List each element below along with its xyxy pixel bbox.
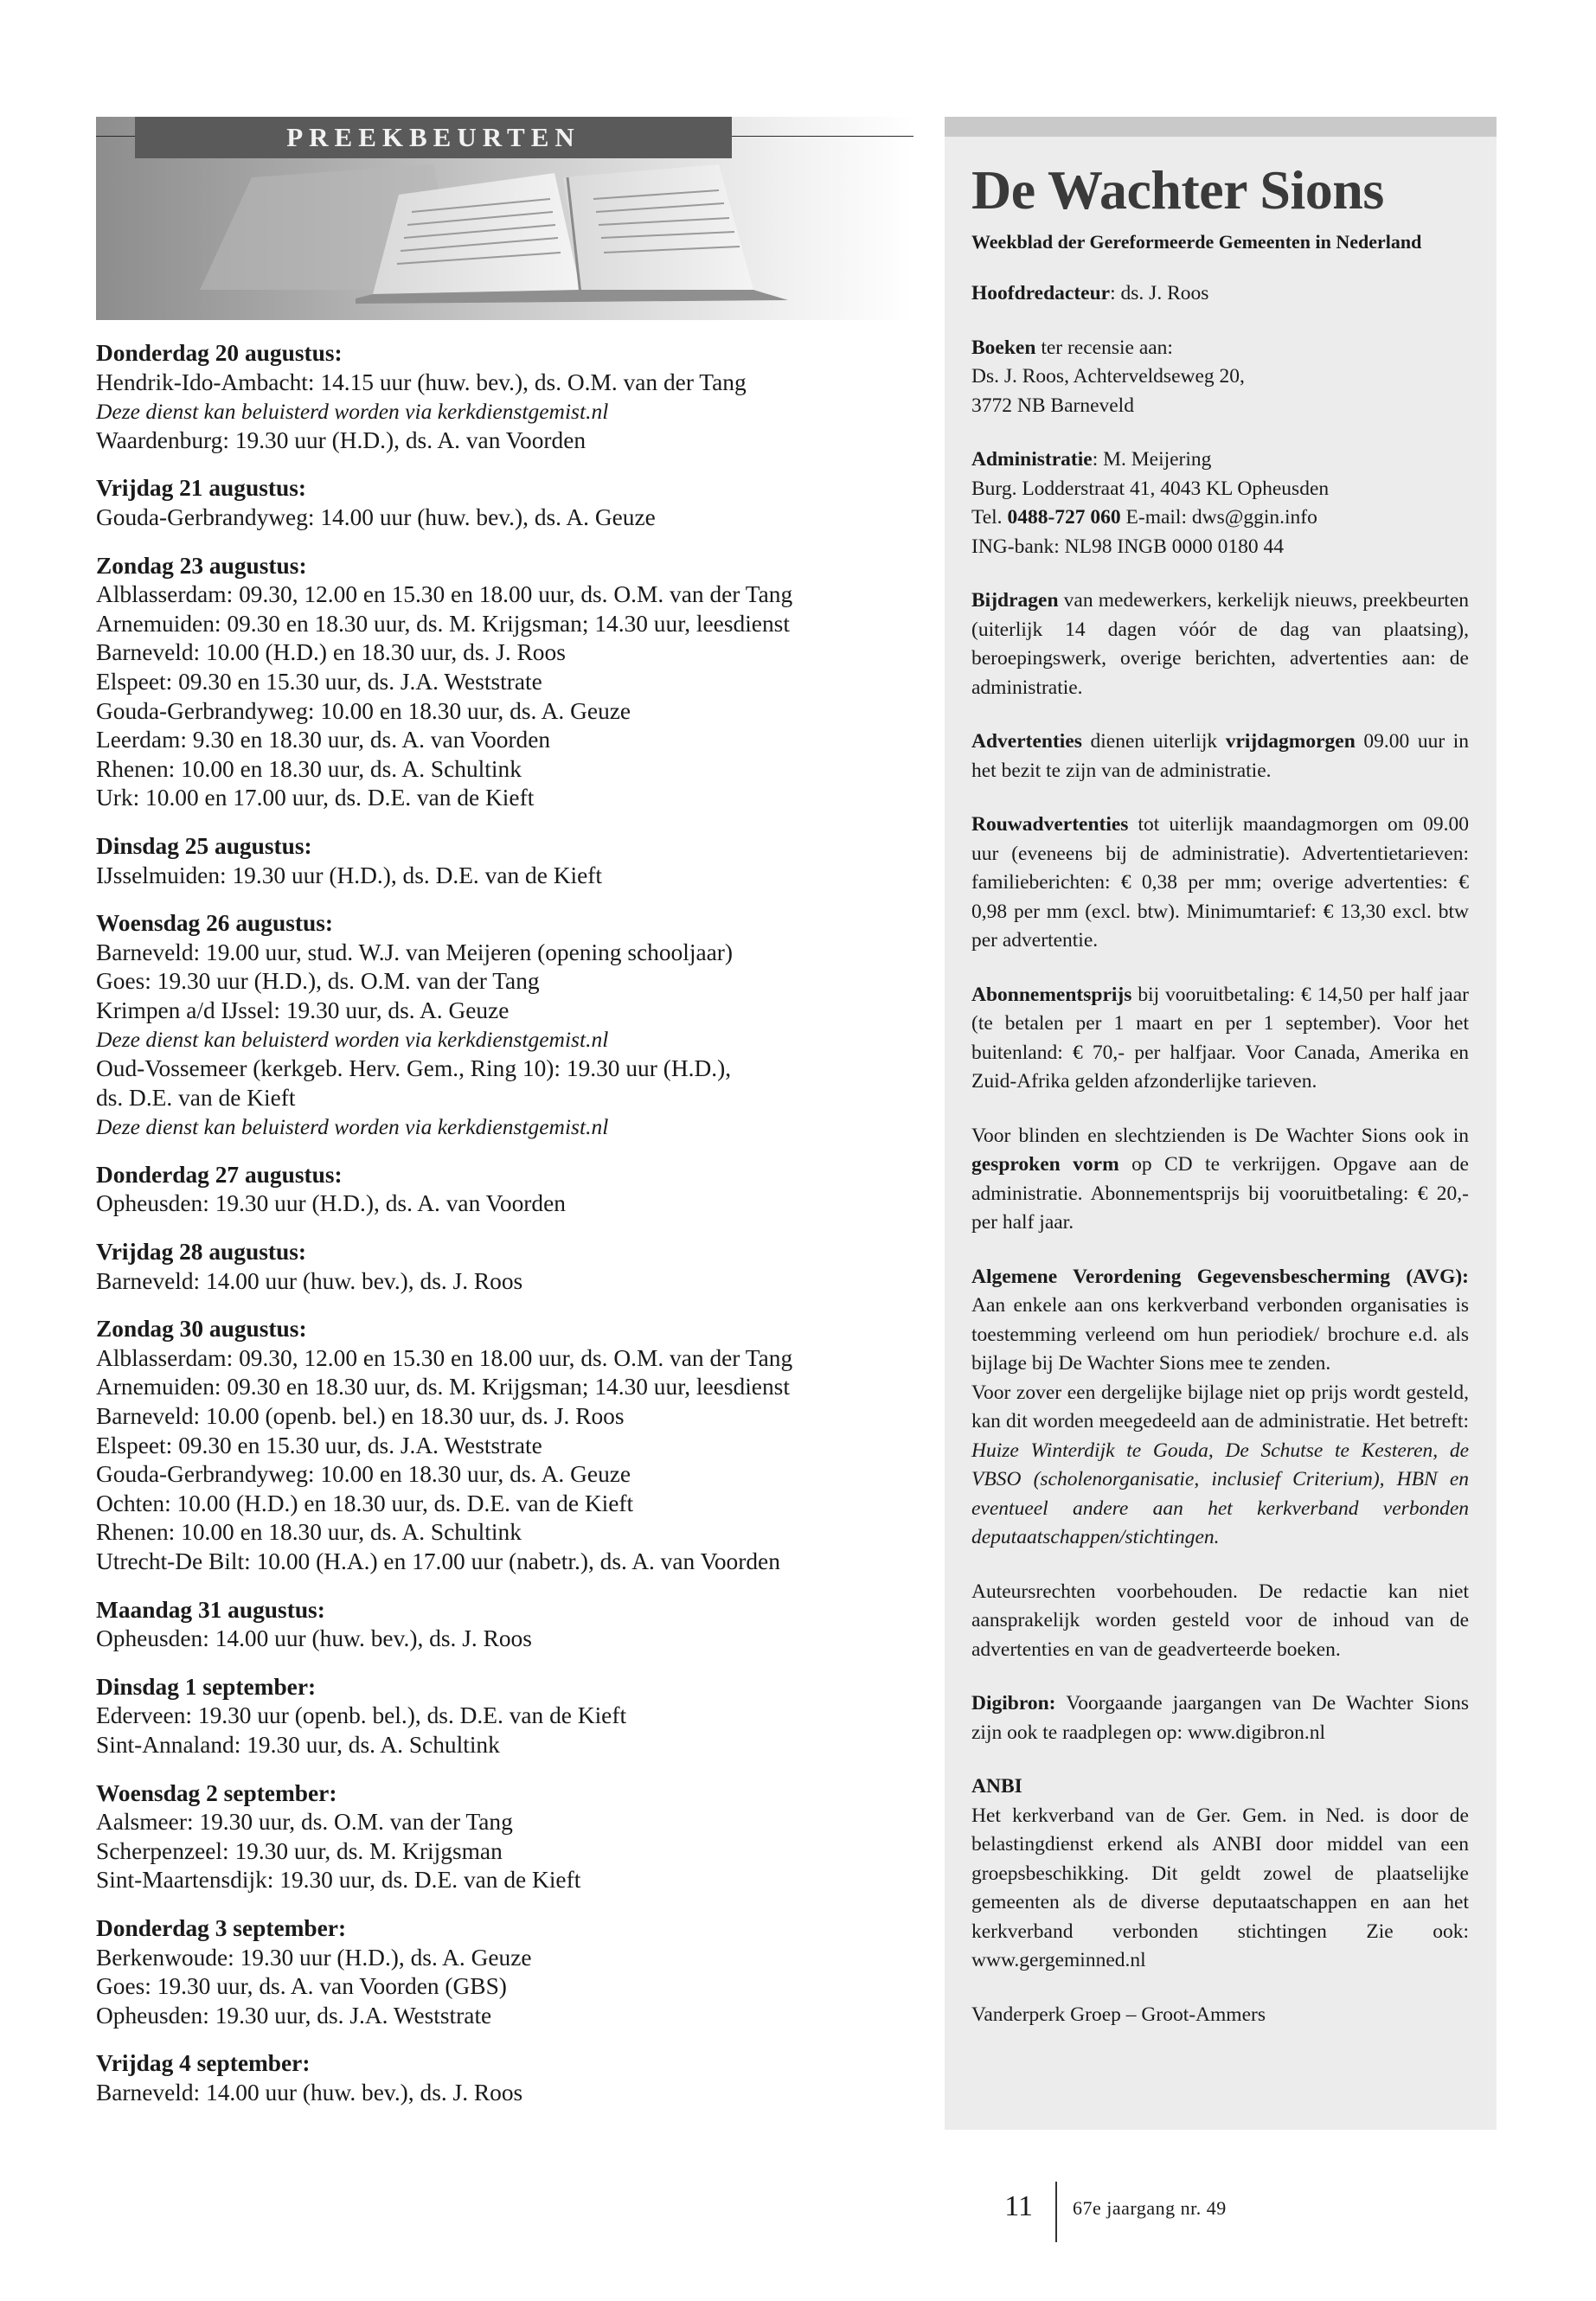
books-address-line: Ds. J. Roos, Achterveldseweg 20, [971,365,1245,388]
magazine-title: De Wachter Sions [971,159,1384,221]
service-entry: Aalsmeer: 19.30 uur, ds. O.M. van der Tang [96,1809,513,1836]
day-title: Vrijdag 4 september: [96,2050,311,2077]
administration-label: Administratie [971,448,1093,471]
avg-organisations: Huize Winterdijk te Gouda, De Schutse te Kesteren, de VBSO (scholenorganisatie, inclusief Criterium), HBN en eventueel andere aan het kerkverband verbonden deputaatschappen/stichtingen. [971,1439,1469,1548]
schedule-day [96,1779,913,1895]
ads-label: Advertenties [971,730,1082,753]
schedule-day [96,832,913,890]
avg-label: Algemene Verordening Gegevensbescherming (AVG): [971,1265,1469,1288]
books-text: ter recensie aan: [1035,336,1173,359]
anbi-label: ANBI [971,1775,1022,1798]
service-entry: Berkenwoude: 19.30 uur (H.D.), ds. A. Geuze [96,1944,532,1971]
service-entry: Krimpen a/d IJssel: 19.30 uur, ds. A. Geuze [96,997,510,1023]
day-title: Vrijdag 28 augustus: [96,1239,306,1266]
schedule-day [96,1161,913,1219]
service-entry: Goes: 19.30 uur (H.D.), ds. O.M. van der Tang [96,968,540,995]
schedule-column [96,117,913,2126]
service-entry: Alblasserdam: 09.30, 12.00 en 15.30 en 18.00 uur, ds. O.M. van der Tang [96,581,793,608]
service-entry: Waardenburg: 19.30 uur (H.D.), ds. A. van Voorden [96,426,586,453]
day-title: Donderdag 3 september: [96,1914,347,1941]
service-entry: Arnemuiden: 09.30 en 18.30 uur, ds. M. Krijgsman; 14.30 uur, leesdienst [96,1374,790,1400]
schedule-day [96,1914,913,2030]
contributions-block [971,586,1469,702]
service-entry: Urk: 10.00 en 17.00 uur, ds. D.E. van de Kieft [96,785,535,811]
page-footer [0,2190,1596,2251]
avg-text-1: Aan enkele aan ons kerkverband verbonden organisaties is toestemming verleend om hun periodiek/ brochure e.d. als bijlage bij De Wachter Sions mee te zenden. [971,1294,1469,1375]
blind-block [971,1122,1469,1238]
service-entry: Ederveen: 19.30 uur (openb. bel.), ds. D.E. van de Kieft [96,1702,627,1729]
avg-text-2: Voor zover een dergelijke bijlage niet op prijs wordt gesteld, kan dit worden meegedeeld aan de administratie. Het betreft: [971,1381,1469,1433]
day-title: Zondag 23 augustus: [96,552,307,579]
books-label: Boeken [971,336,1036,359]
blind-text-1: Voor blinden en slechtzienden is De Wachter Sions ook in [971,1124,1469,1147]
digibron-label: Digibron: [971,1692,1056,1715]
service-entry: Alblasserdam: 09.30, 12.00 en 15.30 en 18.00 uur, ds. O.M. van der Tang [96,1344,793,1371]
service-entry: Rhenen: 10.00 en 18.30 uur, ds. A. Schultink [96,755,522,782]
service-entry: Opheusden: 19.30 uur, ds. J.A. Weststrate [96,2002,492,2029]
colophon-panel [945,117,1497,2130]
bank-account: ING-bank: NL98 INGB 0000 0180 44 [971,535,1284,558]
section-title-box [135,117,732,158]
blind-text-2: op CD te verkrijgen. Opgave aan de administratie. Abonnementsprijs bij vooruitbetaling: € 20,- per half jaar. [971,1153,1469,1234]
schedule-day [96,909,913,1142]
copyright-block: Auteursrechten voorbehouden. De redactie kan niet aansprakelijk worden gesteld voor de inhoud van de advertenties en van de geadverteerde boeken. [971,1580,1469,1661]
page-number: 11 [1004,2190,1033,2222]
schedule-day [96,1315,913,1576]
section-title: PREEKBEURTEN [286,122,580,152]
service-schedule [96,339,913,2107]
editor-value: : ds. J. Roos [1110,282,1209,304]
service-entry: Barneveld: 10.00 (H.D.) en 18.30 uur, ds. J. Roos [96,639,566,666]
contributions-text: van medewerkers, kerkelijk nieuws, preekbeurten (uiterlijk 14 dagen vóór de dag van plaatsing), beroepingswerk, overige berichten, advertenties aan: de administratie. [971,589,1469,699]
broadcast-note: Deze dienst kan beluisterd worden via kerkdienstgemist.nl [96,399,609,425]
digibron-block [971,1689,1469,1747]
avg-block [971,1263,1469,1553]
footer-divider [1055,2182,1057,2242]
schedule-day [96,474,913,532]
service-entry: Gouda-Gerbrandyweg: 14.00 uur (huw. bev.), ds. A. Geuze [96,503,656,530]
colophon-top-bar [945,117,1497,137]
schedule-day [96,1596,913,1654]
service-entry: Sint-Annaland: 19.30 uur, ds. A. Schultink [96,1731,500,1758]
mourning-ads-block [971,811,1469,956]
service-entry: Rhenen: 10.00 en 18.30 uur, ds. A. Schultink [96,1519,522,1546]
service-entry: Gouda-Gerbrandyweg: 10.00 en 18.30 uur, ds. A. Geuze [96,1461,631,1488]
anbi-block [971,1772,1469,1976]
day-title: Woensdag 26 augustus: [96,910,333,937]
books-block [971,334,1469,421]
administration-block [971,445,1469,561]
service-entry: Barneveld: 19.00 uur, stud. W.J. van Meijeren (opening schooljaar) [96,939,734,965]
schedule-day [96,1673,913,1760]
email-text: E-mail: dws@ggin.info [1120,506,1317,529]
tel-number: 0488-727 060 [1007,506,1121,529]
tel-prefix: Tel. [971,506,1008,529]
printer-block: Vanderperk Groep – Groot-Ammers [971,2003,1266,2026]
spoken-form: gesproken vorm [971,1153,1119,1176]
digibron-text: Voorgaande jaargangen van De Wachter Sions zijn ook te raadplegen op: www.digibron.nl [971,1692,1469,1744]
ads-block [971,727,1469,785]
schedule-day [96,339,913,455]
editor-in-chief [971,279,1469,309]
mourning-label: Rouwadvertenties [971,813,1129,836]
service-entry: Sint-Maartensdijk: 19.30 uur, ds. D.E. van de Kieft [96,1867,581,1894]
ads-text-2: 09.00 uur in het bezit te zijn van de administratie. [971,730,1470,782]
service-entry: Opheusden: 19.30 uur (H.D.), ds. A. van Voorden [96,1190,566,1217]
administration-address: Burg. Lodderstraat 41, 4043 KL Opheusden [971,477,1330,500]
contributions-label: Bijdragen [971,589,1059,612]
day-title: Vrijdag 21 augustus: [96,475,306,502]
broadcast-note: Deze dienst kan beluisterd worden via kerkdienstgemist.nl [96,1027,609,1053]
editor-label: Hoofdredacteur [971,282,1111,304]
day-title: Dinsdag 25 augustus: [96,832,312,859]
day-title: Maandag 31 augustus: [96,1596,325,1623]
magazine-subtitle: Weekblad der Gereformeerde Gemeenten in Nederland [971,231,1422,253]
subscription-block [971,981,1469,1097]
ads-text-1: dienen uiterlijk [1081,730,1226,753]
service-entry: Gouda-Gerbrandyweg: 10.00 en 18.30 uur, ds. A. Geuze [96,697,631,724]
service-entry: Elspeet: 09.30 en 15.30 uur, ds. J.A. Weststrate [96,1432,542,1458]
mourning-text: tot uiterlijk maandagmorgen om 09.00 uur (eveneens bij de administratie). Advertentietarieven: familieberichten: € 0,38 per mm; overige advertenties: € 0,98 per mm (excl. btw). Minimumtarief: € 13,30 excl. btw per advertentie. [971,813,1469,952]
subscription-label: Abonnementsprijs [971,983,1132,1006]
service-entry: Barneveld: 14.00 uur (huw. bev.), ds. J. Roos [96,2079,523,2106]
day-title: Woensdag 2 september: [96,1779,337,1806]
ads-deadline: vrijdagmorgen [1225,730,1356,753]
service-entry: Arnemuiden: 09.30 en 18.30 uur, ds. M. Krijgsman; 14.30 uur, leesdienst [96,610,790,637]
service-entry: Barneveld: 10.00 (openb. bel.) en 18.30 uur, ds. J. Roos [96,1403,625,1429]
section-header-banner [96,117,913,320]
administration-text: : M. Meijering [1092,448,1212,471]
service-entry: Leerdam: 9.30 en 18.30 uur, ds. A. van Voorden [96,727,551,753]
service-entry: Opheusden: 14.00 uur (huw. bev.), ds. J. Roos [96,1625,532,1652]
books-postal-line: 3772 NB Barneveld [971,394,1134,417]
service-entry: Ochten: 10.00 (H.D.) en 18.30 uur, ds. D.E. van de Kieft [96,1490,634,1516]
schedule-day [96,2049,913,2107]
anbi-text: Het kerkverband van de Ger. Gem. in Ned. is door de belastingdienst erkend als ANBI door middel van een groepsbeschikking. Dit geldt zowel de plaatselijke gemeenten als de diverse deputaatschappen en aan het kerkverband verbonden stichtingen Zie ook: www.gergeminned.nl [971,1804,1469,1971]
day-title: Donderdag 27 augustus: [96,1161,343,1188]
service-entry: ds. D.E. van de Kieft [96,1084,296,1111]
service-entry: Scherpenzeel: 19.30 uur, ds. M. Krijgsman [96,1837,503,1864]
service-entry: IJsselmuiden: 19.30 uur (H.D.), ds. D.E. van de Kieft [96,862,602,888]
service-entry: Goes: 19.30 uur, ds. A. van Voorden (GBS) [96,1973,507,2000]
schedule-day [96,1238,913,1296]
day-title: Zondag 30 augustus: [96,1316,307,1343]
service-entry: Elspeet: 09.30 en 15.30 uur, ds. J.A. Weststrate [96,668,542,695]
broadcast-note: Deze dienst kan beluisterd worden via kerkdienstgemist.nl [96,1114,609,1140]
issue-info: 67e jaargang nr. 49 [1073,2197,1227,2219]
service-entry: Hendrik-Ido-Ambacht: 14.15 uur (huw. bev.), ds. O.M. van der Tang [96,369,747,395]
subscription-text: bij vooruitbetaling: € 14,50 per half jaar (te betalen per 1 maart en per 1 september). Voor het buitenland: € 70,- per halfjaar. Voor Canada, Amerika en Zuid-Afrika gelden afzonderlijke tarieven. [971,983,1469,1093]
service-entry: Oud-Vossemeer (kerkgeb. Herv. Gem., Ring 10): 19.30 uur (H.D.), [96,1055,732,1082]
schedule-day [96,552,913,813]
service-entry: Barneveld: 14.00 uur (huw. bev.), ds. J. Roos [96,1267,523,1294]
day-title: Donderdag 20 augustus: [96,340,343,366]
service-entry: Utrecht-De Bilt: 10.00 (H.A.) en 17.00 uur (nabetr.), ds. A. van Voorden [96,1548,780,1574]
day-title: Dinsdag 1 september: [96,1673,317,1700]
